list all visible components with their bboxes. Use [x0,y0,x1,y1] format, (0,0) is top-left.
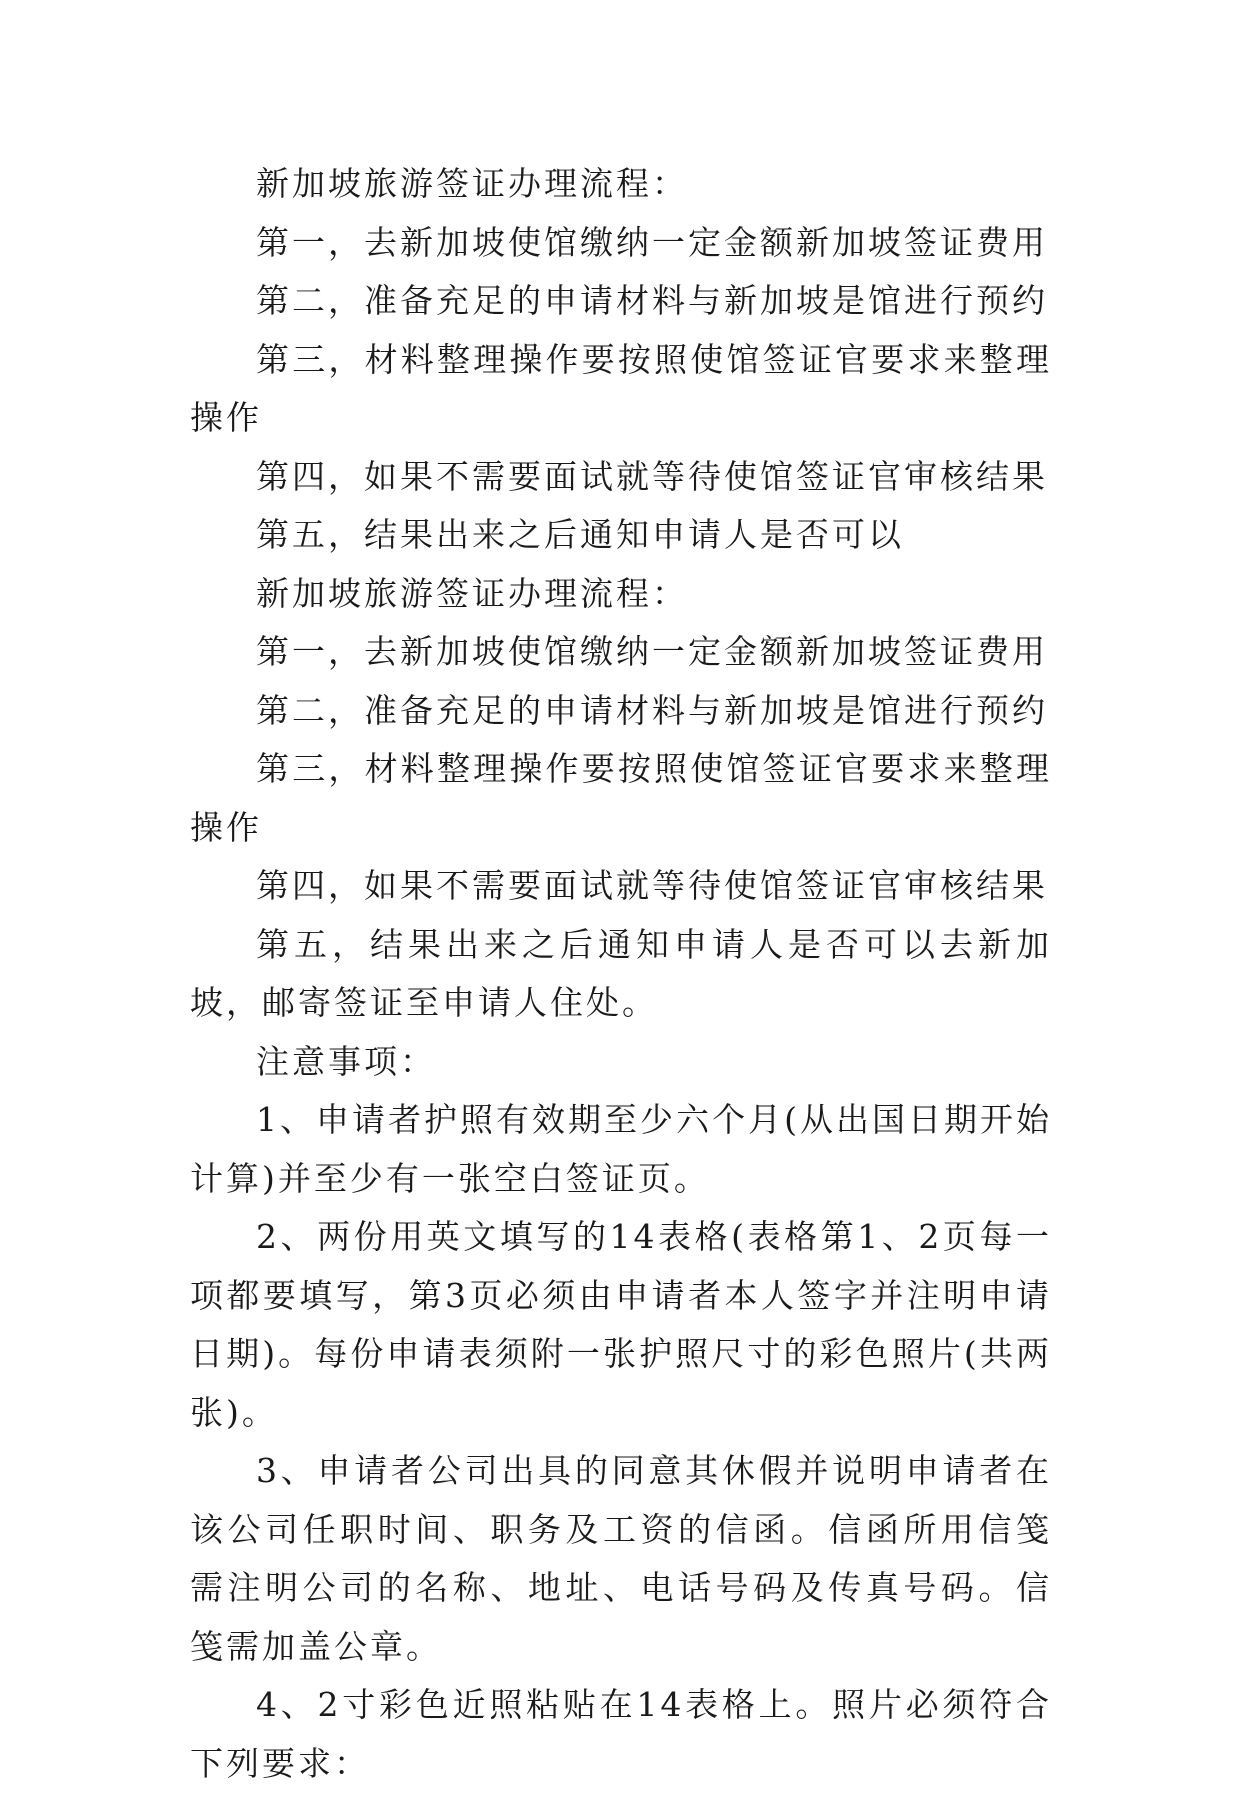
step-paragraph: 第三，材料整理操作要按照使馆签证官要求来整理操作 [190,339,1052,437]
heading-notes: 注意事项： [256,1041,436,1081]
heading-process: 新加坡旅游签证办理流程： [256,573,688,613]
step-paragraph: 第一，去新加坡使馆缴纳一定金额新加坡签证费用 [256,222,1048,262]
note-paragraph: 3、申请者公司出具的同意其休假并说明申请者在该公司任职时间、职务及工资的信函。信函所用信笺需注明公司的名称、地址、电话号码及传真号码。信笺需加盖公章。 [190,1451,1052,1666]
step-paragraph: 第一，去新加坡使馆缴纳一定金额新加坡签证费用 [256,632,1048,671]
note-paragraph: 1、申请者护照有效期至少六个月(从出国日期开始计算)并至少有一张空白签证页。 [190,1100,1052,1198]
note-paragraph: 2、两份用英文填写的14表格(表格第1、2页每一项都要填写，第3页必须由申请者本人签字并注明申请日期)。每份申请表须附一张护照尺寸的彩色照片(共两张)。 [190,1217,1052,1432]
step-paragraph: 第四，如果不需要面试就等待使馆签证官审核结果 [256,456,1048,496]
step-paragraph: 第四，如果不需要面试就等待使馆签证官审核结果 [256,866,1048,905]
note-paragraph: 4、2寸彩色近照粘贴在14表格上。照片必须符合下列要求： [190,1685,1052,1783]
step-paragraph: 第五，结果出来之后通知申请人是否可以 [256,515,904,554]
document-body [190,155,1052,1793]
step-paragraph: 第三，材料整理操作要按照使馆签证官要求来整理操作 [190,749,1052,847]
step-paragraph: 第二，准备充足的申请材料与新加坡是馆进行预约 [256,281,1048,320]
step-paragraph: 第五，结果出来之后通知申请人是否可以去新加坡，邮寄签证至申请人住处。 [190,924,1052,1022]
step-paragraph: 第二，准备充足的申请材料与新加坡是馆进行预约 [256,690,1048,730]
heading-process: 新加坡旅游签证办理流程： [256,164,688,203]
